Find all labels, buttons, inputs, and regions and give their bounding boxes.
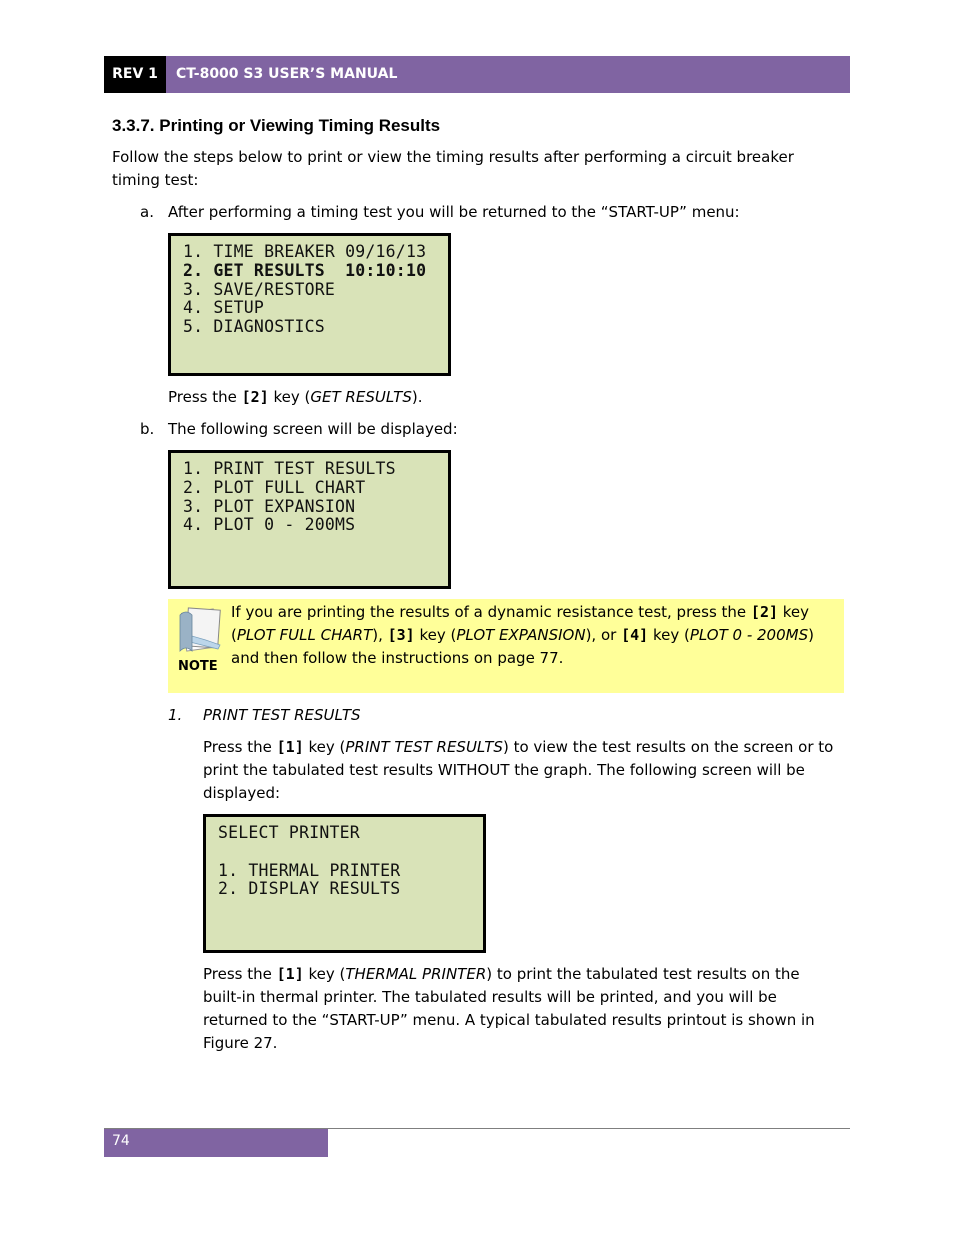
menu-option-name: PRINT TEST RESULTS <box>345 738 503 756</box>
text-run: ), <box>372 626 388 644</box>
lcd-line: SELECT PRINTER <box>218 823 360 842</box>
text-run: key ( <box>268 388 311 406</box>
text-run: Press the <box>168 388 242 406</box>
lcd-line: 2. PLOT FULL CHART <box>183 477 366 497</box>
lcd-line: 3. SAVE/RESTORE <box>183 279 336 299</box>
page-footer <box>104 1129 328 1157</box>
text-run: ) to print the tabulated test results on the built-in thermal printer. The tabulated results will be printed, and you will be returned to the “START-UP” menu. A typical tabulated results printout is shown in Figure 27. <box>203 965 815 1052</box>
substep-paragraph-2 <box>203 963 843 1055</box>
lcd-line: 1. TIME BREAKER 09/16/13 <box>183 242 427 261</box>
lcd-line: 1. PRINT TEST RESULTS <box>183 459 396 478</box>
lcd-line <box>218 843 483 862</box>
menu-option-name: PLOT 0 - 200MS <box>689 626 809 644</box>
page-number: 74 <box>112 1133 130 1149</box>
lcd-startup-menu <box>168 233 451 376</box>
key-label: [1] <box>276 738 304 756</box>
manual-title: CT-8000 S3 USER’S MANUAL <box>176 66 398 82</box>
substep-paragraph-1 <box>203 736 843 805</box>
text-run: Press the <box>203 965 277 983</box>
lcd-line: 4. SETUP <box>183 298 265 318</box>
lcd-line: 3. PLOT EXPANSION <box>183 496 356 516</box>
page-header <box>104 56 850 93</box>
step-b-letter: b. <box>140 420 155 438</box>
menu-option-name: PLOT FULL CHART <box>236 626 373 644</box>
note-box <box>168 599 844 693</box>
revision-label: REV 1 <box>104 56 166 93</box>
key-label: [2] <box>750 603 779 621</box>
menu-option-name: PLOT EXPANSION <box>456 626 586 644</box>
menu-option-name: THERMAL PRINTER <box>345 965 487 983</box>
text-run: ) and then follow the instructions on page 77. <box>231 626 814 667</box>
lcd-line: 2. GET RESULTS 10:10:10 <box>183 260 427 280</box>
lcd-select-printer <box>203 814 486 953</box>
text-run: key ( <box>231 603 810 644</box>
note-text <box>231 601 831 670</box>
section-heading: 3.3.7. Printing or Viewing Timing Results <box>112 116 441 135</box>
lcd-line: 5. DIAGNOSTICS <box>183 317 325 337</box>
text-run: Press the <box>203 738 277 756</box>
text-run: key ( <box>303 738 346 756</box>
text-run: key ( <box>303 965 346 983</box>
lcd-results-menu <box>168 450 451 589</box>
substep-title: PRINT TEST RESULTS <box>203 706 361 724</box>
step-a-text: After performing a timing test you will be returned to the “START-UP” menu: <box>168 203 740 221</box>
step-a-letter: a. <box>140 203 154 221</box>
text-run: key ( <box>648 626 690 644</box>
substep-number: 1. <box>168 706 183 724</box>
key-label: [1] <box>276 965 304 983</box>
note-label: NOTE <box>178 659 218 674</box>
lcd-line: 2. DISPLAY RESULTS <box>218 879 401 899</box>
lcd-line: 1. THERMAL PRINTER <box>218 860 401 880</box>
menu-option-name: GET RESULTS <box>310 388 412 406</box>
step-b-text: The following screen will be displayed: <box>168 420 458 438</box>
key-label: [4] <box>621 626 649 644</box>
key-label: [2] <box>241 388 269 406</box>
key-label: [3] <box>387 626 415 644</box>
text-run: key ( <box>414 626 457 644</box>
text-run: ). <box>411 388 423 406</box>
step-a-instruction <box>168 386 828 409</box>
lcd-line: 4. PLOT 0 - 200MS <box>183 515 356 535</box>
text-run: If you are printing the results of a dynamic resistance test, press the <box>231 603 751 621</box>
note-paper-icon <box>174 605 226 653</box>
text-run: ) to view the test results on the screen or to print the tabulated test results WITHOUT the graph. The following screen will be displayed: <box>203 738 834 802</box>
intro-paragraph: Follow the steps below to print or view the timing results after performing a circuit breaker timing test: <box>112 148 794 189</box>
text-run: ), or <box>585 626 622 644</box>
